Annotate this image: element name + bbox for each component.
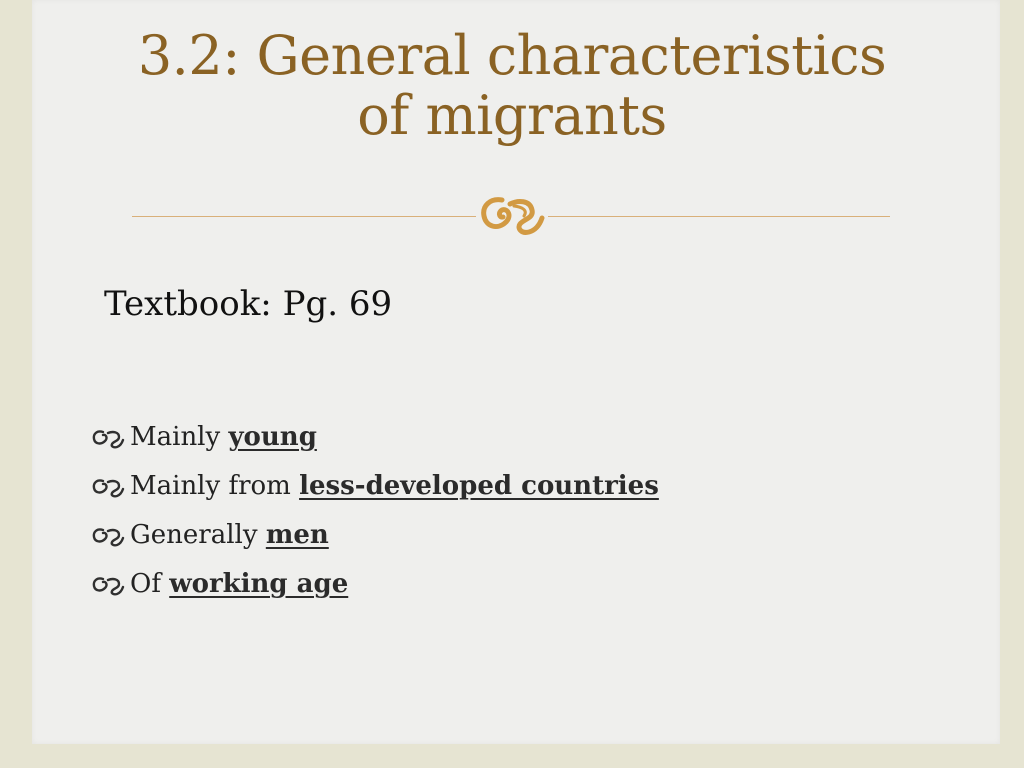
bullet-text [130, 569, 348, 599]
title-line-1: 3.2: General characteristics [137, 24, 887, 87]
bullet-text [130, 520, 329, 550]
bullet-emphasis: less-developed countries [299, 470, 659, 501]
swash-ornament-icon [474, 188, 550, 238]
bullet-lead: Mainly [130, 421, 221, 452]
title-line-2: of migrants [357, 84, 667, 147]
bullet-item [88, 559, 659, 608]
slide-title [0, 26, 1024, 146]
title-divider-left [132, 216, 476, 217]
textbook-reference: Textbook: Pg. 69 [104, 284, 393, 324]
swash-bullet-icon [88, 424, 128, 450]
bullet-list [88, 412, 659, 608]
bullet-lead: Of [130, 568, 161, 599]
bullet-emphasis: men [265, 519, 329, 550]
swash-bullet-icon [88, 571, 128, 597]
swash-bullet-icon [88, 522, 128, 548]
swash-bullet-icon [88, 473, 128, 499]
bullet-text [130, 471, 659, 501]
bullet-lead: Mainly from [130, 470, 291, 501]
bullet-item [88, 510, 659, 559]
bullet-emphasis: young [228, 421, 317, 452]
title-divider-right [548, 216, 890, 217]
bullet-lead: Generally [130, 519, 258, 550]
bullet-emphasis: working age [169, 568, 349, 599]
bullet-text [130, 422, 317, 452]
bullet-item [88, 461, 659, 510]
bullet-item [88, 412, 659, 461]
